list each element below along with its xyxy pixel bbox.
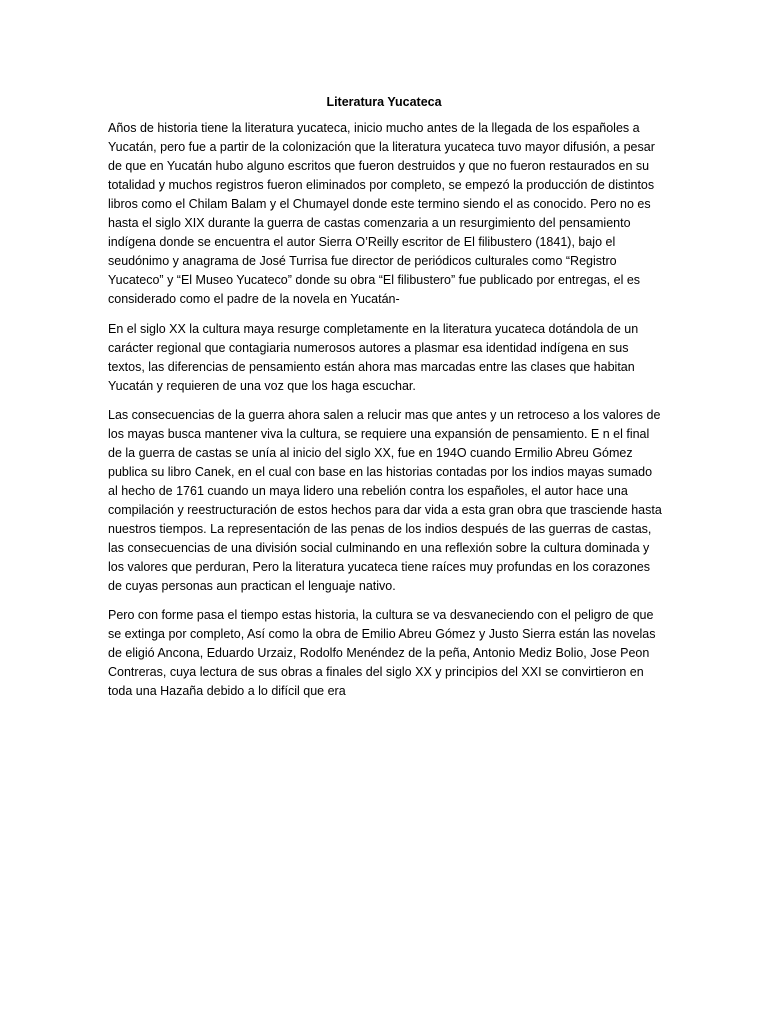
paragraph-2: En el siglo XX la cultura maya resurge completamente en la literatura yucateca dotándola de un carácter regional que contagiaria numerosos autores a plasmar esa identidad indígena en sus textos, las diferencias de pensamiento están ahora mas marcadas entre las clases que habitan Yucatán y requieren de una voz que los haga escuchar. bbox=[108, 322, 639, 393]
paragraph-4: Pero con forme pasa el tiempo estas historia, la cultura se va desvaneciendo con el peligro de que se extinga por completo, Así como la obra de Emilio Abreu Gómez y Justo Sierra están las novelas de eligió Ancona, Eduardo Urzaiz, Rodolfo Menéndez de la peña, Antonio Mediz Bolio, Jose Peon Contreras, cuya lectura de sus obras a finales del siglo XX y principios del XXI se convirtieron en toda una Hazaña debido a lo difícil que era bbox=[108, 608, 656, 698]
paragraph-1: Años de historia tiene la literatura yucateca, inicio mucho antes de la llegada de los españoles a Yucatán, pero fue a partir de la colonización que la literatura yucateca tuvo mayor difusión, a pesar de que en Yucatán hubo alguno escritos que fueron destruidos y que no fueron restaurados en su totalidad y muchos registros fueron eliminados por completo, se empezó la producción de distintos libros como el Chilam Balam y el Chumayel donde este termino siendo el as conocido. Pero no es hasta el siglo XIX durante la guerra de castas comenzaria a un resurgimiento del pensamiento indígena donde se encuentra el autor Sierra O’Reilly escritor de El filibustero (1841), bajo el seudónimo y anagrama de José Turrisa fue director de periódicos culturales como “Registro Yucateco” y “El Museo Yucateco” donde su obra “El filibustero” fue publicado por entregas, el es considerado como el padre de la novela en Yucatán- bbox=[108, 121, 655, 306]
document-body bbox=[108, 119, 664, 711]
paragraph-3: Las consecuencias de la guerra ahora salen a relucir mas que antes y un retroceso a los valores de los mayas busca mantener viva la cultura, se requiere una expansión de pensamiento. E n el final de la guerra de castas se unía al inicio del siglo XX, fue en 194O cuando Ermilio Abreu Gómez publica su libro Canek, en el cual con base en las historias contadas por los indios mayas sumado al hecho de 1761 cuando un maya lidero una rebelión contra los españoles, el autor hace una compilación y reestructuración de estos hechos para dar vida a esta gran obra que trasciende hasta nuestros tiempos. La representación de las penas de los indios después de las guerras de castas, las consecuencias de una división social culminando en una reflexión sobre la cultura dominada y los valores que perduran, Pero la literatura yucateca tiene raíces muy profundas en los corazones de cuyas personas aun practican el lenguaje nativo. bbox=[108, 408, 662, 593]
document-title: Literatura Yucateca bbox=[326, 95, 442, 109]
